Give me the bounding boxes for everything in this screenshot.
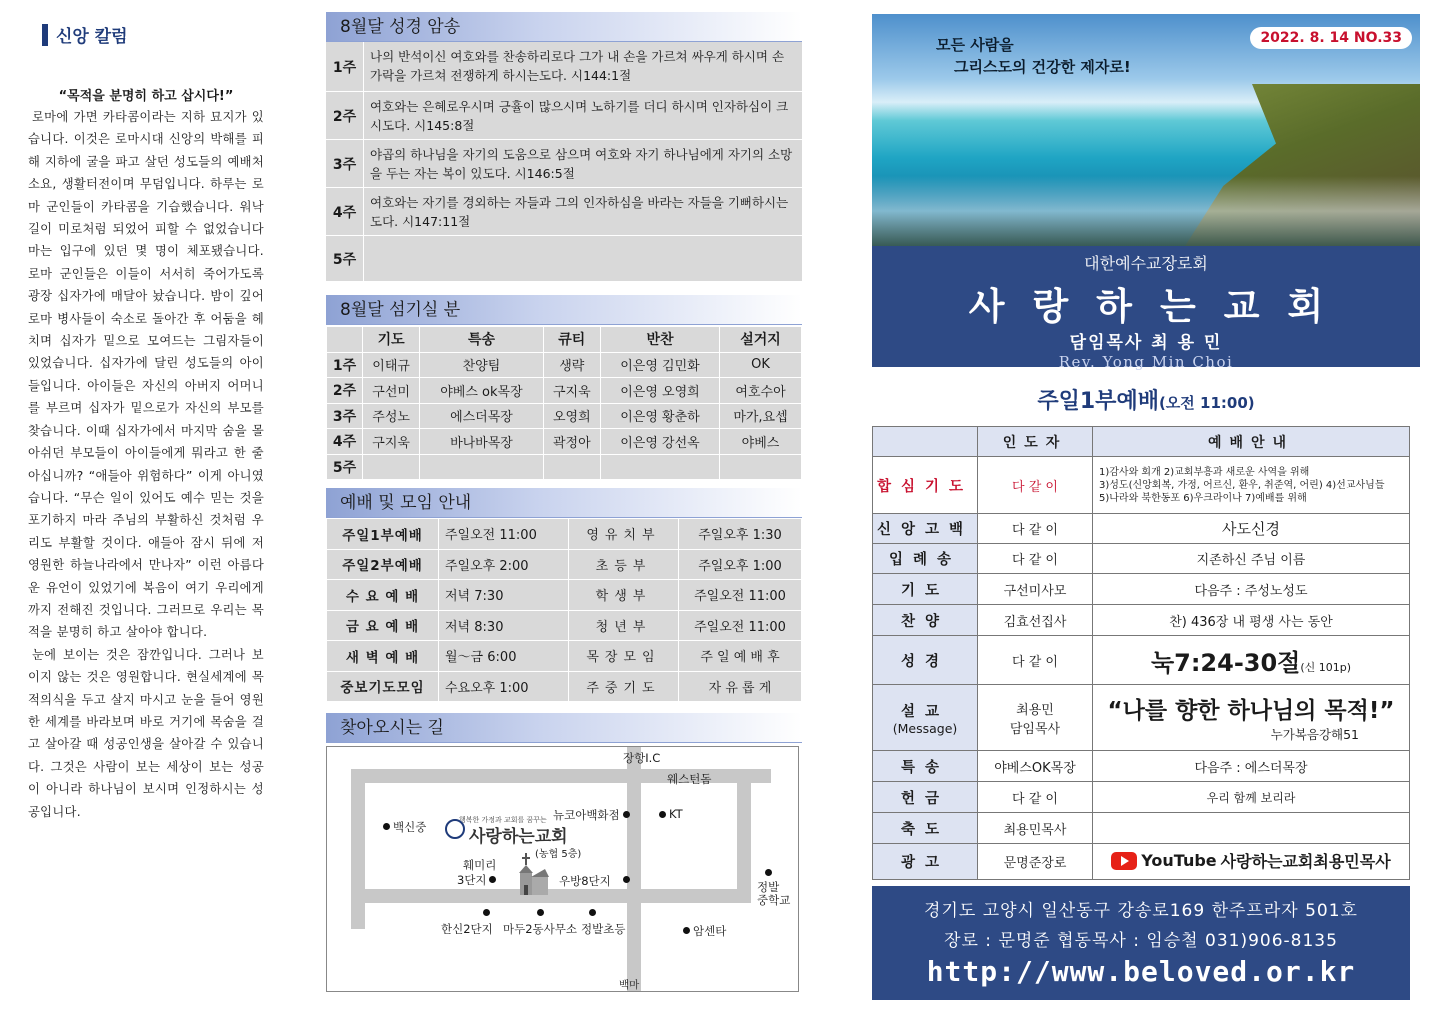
- column-body: [28, 106, 264, 823]
- verse-row: [326, 42, 802, 92]
- prayer-topics: 1)감사와 회개 2)교회부흥과 새로운 사역을 위해 3)성도(신앙회복, 가정, 어르신, 환우, 취준역, 어린) 4)선교사님들 5)나라와 북한동포 6)우크라이나 7)예배를 위해: [1099, 466, 1385, 504]
- servants-cell: 야베스 ok목장: [420, 378, 543, 404]
- map-dot: [623, 876, 630, 883]
- church-logo-icon: [445, 819, 465, 839]
- group-name: 목장모임: [569, 641, 679, 672]
- order-lead: 다 같 이: [978, 636, 1093, 685]
- map-dot: [483, 909, 490, 916]
- order-info: 눅7:24-30절(신 101p): [1093, 636, 1410, 685]
- servants-cell: 오영희: [543, 403, 600, 429]
- title-bar-icon: [42, 24, 48, 46]
- servants-cell: 이은영 강선옥: [600, 429, 719, 455]
- map-label-madu: 마두2동사무소: [503, 922, 577, 936]
- meeting-name: 중보기도모임: [327, 671, 439, 702]
- map-label-jeongbal-elem: 정발초등: [581, 922, 626, 936]
- order-item: 축도: [873, 813, 978, 844]
- verse-text: 야곱의 하나님을 자기의 도움으로 삼으며 여호와 자기 하나님에게 자기의 소망을 두는 자는 복이 있도다. 시146:5절: [370, 147, 793, 181]
- map-label-jeongbal-middle: 정발 중학교: [757, 880, 791, 907]
- order-row: [873, 605, 1410, 636]
- servants-row: [327, 429, 802, 455]
- verse-text: 여호와는 은혜로우시며 긍휼이 많으시며 노하기를 더디 하시며 인자하심이 크시도다. 시145:8절: [370, 99, 789, 133]
- order-info: 다음주 : 주성노성도: [1093, 574, 1410, 605]
- faith-column: [28, 22, 264, 823]
- order-row: [873, 574, 1410, 605]
- order-lead: 다 같 이: [978, 782, 1093, 813]
- location-map: [326, 746, 799, 992]
- map-label-church: 사랑하는교회: [469, 827, 568, 847]
- meeting-name: 수 요 예 배: [327, 580, 439, 611]
- servants-week: 5주: [327, 454, 363, 480]
- verse-text: 여호와는 자기를 경외하는 자들과 그의 인자하심을 바라는 자들을 기뻐하시는도다. 시147:11절: [370, 195, 789, 229]
- column-title: 신앙 칼럼: [42, 22, 264, 47]
- order-row: [873, 813, 1410, 844]
- order-item: 합심기도: [873, 457, 978, 514]
- servants-header: 반찬: [600, 327, 719, 353]
- column-headline: “목적을 분명히 하고 삽시다!”: [58, 89, 234, 104]
- servants-cell: 구선미: [363, 378, 420, 404]
- group-time: 자 유 롭 게: [679, 671, 802, 702]
- meeting-time: 주일오전 11:00: [439, 519, 569, 550]
- column-paragraph-2: 눈에 보이는 것은 잠깐입니다. 그러나 보이지 않는 것은 영원합니다. 현실세계에 목적의식을 두고 살지 마시고 눈을 들어 영원한 세계를 바라보며 바로 거기에 목숨을 걸고 살아갈 때 성공인생을 살아갈 수 있습니다. 그것은 사람이 보는 세상이 보는 성공이 아니라 하나님이 보시며 인정하시는 성공입니다.: [28, 647, 264, 819]
- verse-week: 1주: [326, 42, 364, 91]
- meeting-name: 주일1부예배: [327, 519, 439, 550]
- group-time: 주 일 예 배 후: [679, 641, 802, 672]
- map-section-title: 찾아오시는 길: [326, 713, 802, 743]
- map-label-danji3: 3단지: [457, 873, 487, 887]
- servants-week: 4주: [327, 429, 363, 455]
- church-building-icon: [511, 853, 551, 897]
- servants-cell: 찬양팀: [420, 352, 543, 378]
- servants-header: 큐티: [543, 327, 600, 353]
- servants-week: 1주: [327, 352, 363, 378]
- order-header-row: [873, 427, 1410, 457]
- servants-section-title: 8월달 섬기실 분: [326, 295, 802, 325]
- order-lead: 최용민목사: [978, 813, 1093, 844]
- map-label-church-tagline: 행복한 가정과 교회를 꿈꾸는: [459, 816, 547, 824]
- church-staff-phone: 장로 : 문명준 협동목사 : 임승철 031)906-8135: [944, 931, 1338, 951]
- map-label-woobang: 우방8단지: [559, 874, 611, 888]
- order-row: [873, 685, 1410, 751]
- servants-table: [326, 326, 802, 480]
- servants-cell: [720, 454, 802, 480]
- sermon-series: 누가복음강해51: [1270, 727, 1359, 742]
- servants-cell: [363, 454, 420, 480]
- order-info: [1093, 813, 1410, 844]
- servants-cell: 야베스: [720, 429, 802, 455]
- order-row: [873, 544, 1410, 574]
- verse-section-title: 8월달 성경 암송: [326, 12, 802, 42]
- order-item: 설교 (Message): [873, 685, 978, 751]
- order-of-worship: [872, 426, 1410, 880]
- servants-header: 설거지: [720, 327, 802, 353]
- servants-row: [327, 378, 802, 404]
- verse-week: 2주: [326, 92, 364, 139]
- servants-cell: 바나바목장: [420, 429, 543, 455]
- meeting-row: [327, 549, 802, 580]
- order-lead: 다 같 이: [978, 544, 1093, 574]
- meeting-row: [327, 671, 802, 702]
- order-info: 지존하신 주님 이름: [1093, 544, 1410, 574]
- servants-header: 기도: [363, 327, 420, 353]
- order-item: 특송: [873, 751, 978, 782]
- verse-table: [326, 42, 802, 281]
- map-dot: [383, 823, 390, 830]
- order-info: 사도신경: [1093, 514, 1410, 544]
- servants-cell: 이은영 황춘하: [600, 403, 719, 429]
- road: [351, 889, 751, 903]
- pastor-english-name: Rev. Yong Min Choi: [1058, 353, 1234, 371]
- church-banner: [872, 246, 1420, 371]
- order-info: [1093, 844, 1410, 880]
- servants-cell: 여호수아: [720, 378, 802, 404]
- youtube-channel-link[interactable]: YouTube 사랑하는교회최용민목사: [1111, 849, 1390, 872]
- order-lead: 다 같 이: [978, 514, 1093, 544]
- meeting-time: 저녁 7:30: [439, 580, 569, 611]
- servants-cell: 에스더목장: [420, 403, 543, 429]
- group-name: 청년부: [569, 610, 679, 641]
- denomination: 대한예수교장로회: [1084, 254, 1208, 273]
- group-time: 주일오후 1:00: [679, 549, 802, 580]
- map-label-western: 웨스턴돔: [667, 772, 712, 786]
- church-address: 경기도 고양시 일산동구 강송로169 한주프라자 501호: [924, 901, 1358, 921]
- church-website-link[interactable]: http://www.beloved.or.kr: [926, 955, 1356, 988]
- verse-row: [326, 236, 802, 281]
- meeting-time: 월～금 6:00: [439, 641, 569, 672]
- contact-footer: [872, 886, 1410, 1000]
- group-time: 주일오전 11:00: [679, 580, 802, 611]
- servants-cell: 구지욱: [363, 429, 420, 455]
- order-item: 헌금: [873, 782, 978, 813]
- map-dot: [683, 927, 690, 934]
- group-time: 주일오전 11:00: [679, 610, 802, 641]
- order-info: 우리 함께 보리라: [1093, 782, 1410, 813]
- column-paragraph-1: 로마에 가면 카타콤이라는 지하 묘지가 있습니다. 이것은 로마시대 신앙의 박해를 피해 지하에 굴을 파고 살던 성도들의 예배처소요, 생활터전이며 무덤입니다. 하루는 로마 군인들이 카타콤을 기습했습니다. 워낙 길이 미로처럼 되었어 피할 수 없었습니다마는 입구에 있던 몇 명이 체포됐습니다. 로마 군인들은 이들이 서서히 죽어가도록 광장 십자가에 매달아 놨습니다. 밤이 깊어 로마 병사들이 숙소로 돌아간 후 어둠을 헤치며 십자가 밑으로 모여드는 그림자들이 있었습니다. 십자가에 달린 성도들의 아이들입니다. 아이들은 자신의 아버지 어머니를 부르며 십자가 밑으로가 자신의 부모를 찾습니다. 이때 십자가에서 마지막 숨을 몰아쉬던 부모들이 아이들에게 뭐라고 한 줄 아십니까? “애들아 위험하다” 이게 아니였습니다. “무슨 일이 있어도 예수 믿는 것을 포기하지 마라 주님의 부활하신 것처럼 우리도 부활할 것이다. 애들아 잠시 뒤에 저 영원한 하늘나라에서 만나자” 이런 아름다운 유언이 있었기에 복음이 여기 우리에게까지 전해진 것입니다. 그러므로 우리는 목적을 분명히 하고 살아야 합니다.: [28, 110, 264, 640]
- order-item: 입례송: [873, 544, 978, 574]
- group-time: 주일오후 1:30: [679, 519, 802, 550]
- meeting-row: [327, 641, 802, 672]
- servants-row: [327, 403, 802, 429]
- road: [351, 769, 365, 889]
- order-header-lead: 인도자: [978, 427, 1093, 457]
- map-label-church-sub: (농협 5층): [535, 849, 582, 860]
- map-dot: [589, 909, 596, 916]
- shore-shape: [872, 176, 1420, 246]
- order-row: [873, 457, 1410, 514]
- order-item: 신앙고백: [873, 514, 978, 544]
- order-row: [873, 844, 1410, 880]
- order-row: [873, 514, 1410, 544]
- verse-week: 5주: [326, 236, 364, 281]
- service-title: 주일1부예배(오전 11:00): [1037, 389, 1255, 414]
- servants-cell: 이태규: [363, 352, 420, 378]
- servants-cell: 주성노: [363, 403, 420, 429]
- group-name: 영유치부: [569, 519, 679, 550]
- order-lead: 김효선집사: [978, 605, 1093, 636]
- map-dot: [659, 811, 666, 818]
- map-label-hwemiri: 훼미리: [463, 858, 497, 872]
- church-name: 사랑하는교회: [968, 285, 1352, 328]
- map-label-amcenter: 암센타: [693, 924, 727, 938]
- map-label-hansin: 한신2단지: [441, 922, 493, 936]
- servants-cell: 생략: [543, 352, 600, 378]
- map-dot: [537, 909, 544, 916]
- verse-row: [326, 140, 802, 188]
- order-info: [1093, 457, 1410, 514]
- meetings-section-title: 예배 및 모임 안내: [326, 488, 802, 518]
- senior-pastor: 담임목사 최 용 민: [1069, 333, 1223, 353]
- meeting-row: [327, 580, 802, 611]
- hero-image: [872, 14, 1420, 246]
- servants-cell: 마가,요셉: [720, 403, 802, 429]
- order-lead: 구선미사모: [978, 574, 1093, 605]
- verse-text: 나의 반석이신 여호와를 찬송하리로다 그가 내 손을 가르쳐 싸우게 하시며 손가락을 가르쳐 전쟁하게 하시는도다. 시144:1절: [370, 49, 785, 83]
- order-lead: 야베스OK목장: [978, 751, 1093, 782]
- servants-cell: 이은영 오영희: [600, 378, 719, 404]
- map-dot: [765, 869, 772, 876]
- verse-week: 3주: [326, 140, 364, 187]
- map-dot: [623, 811, 630, 818]
- order-item: 광고: [873, 844, 978, 880]
- servants-header-row: [327, 327, 802, 353]
- order-row: [873, 782, 1410, 813]
- servants-week: 2주: [327, 378, 363, 404]
- order-row: [873, 751, 1410, 782]
- servants-header: [327, 327, 363, 353]
- meeting-time: 저녁 8:30: [439, 610, 569, 641]
- map-label-kt: KT: [669, 807, 683, 821]
- issue-date-badge: 2022. 8. 14 NO.33: [1250, 27, 1412, 49]
- map-label-newcore: 뉴코아백화점: [553, 808, 620, 822]
- order-header-blank: [873, 427, 978, 457]
- servants-cell: 이은영 김민화: [600, 352, 719, 378]
- order-lead: 최용민 담임목사: [978, 685, 1093, 751]
- meeting-name: 새 벽 예 배: [327, 641, 439, 672]
- meetings-table: [326, 518, 802, 702]
- scripture-reference: 눅7:24-30절: [1150, 648, 1301, 677]
- servants-row: [327, 454, 802, 480]
- verse-row: [326, 188, 802, 236]
- meeting-name: 주일2부예배: [327, 549, 439, 580]
- servants-cell: 곽정아: [543, 429, 600, 455]
- map-dot: [489, 876, 496, 883]
- servants-cell: [420, 454, 543, 480]
- group-name: 초등부: [569, 549, 679, 580]
- order-header-info: 예배안내: [1093, 427, 1410, 457]
- order-info: 찬) 436장 내 평생 사는 동안: [1093, 605, 1410, 636]
- map-label-janghang: 장항I.C: [623, 751, 661, 765]
- meeting-name: 금 요 예 배: [327, 610, 439, 641]
- verse-text: [364, 236, 802, 281]
- servants-header: 특송: [420, 327, 543, 353]
- map-label-baeksin: 백신중: [393, 820, 427, 834]
- sermon-title: “나를 향한 하나님의 목적!”: [1107, 698, 1395, 724]
- meeting-time: 수요오후 1:00: [439, 671, 569, 702]
- order-info: [1093, 685, 1410, 751]
- order-info: 다음주 : 에스더목장: [1093, 751, 1410, 782]
- servants-row: [327, 352, 802, 378]
- map-label-baekma: 백마: [619, 979, 640, 991]
- verse-week: 4주: [326, 188, 364, 235]
- order-row: [873, 636, 1410, 685]
- order-lead: 문명준장로: [978, 844, 1093, 880]
- hero-slogan: 모든 사람을 그리스도의 건강한 제자로!: [936, 36, 1131, 76]
- servants-cell: [543, 454, 600, 480]
- servants-cell: OK: [720, 352, 802, 378]
- order-item: 성경: [873, 636, 978, 685]
- servants-week: 3주: [327, 403, 363, 429]
- meeting-row: [327, 610, 802, 641]
- order-item: 기도: [873, 574, 978, 605]
- servants-cell: [600, 454, 719, 480]
- servants-cell: 구지욱: [543, 378, 600, 404]
- order-item: 찬양: [873, 605, 978, 636]
- order-lead: 다 같 이: [978, 457, 1093, 514]
- road: [351, 889, 365, 929]
- road: [737, 769, 751, 903]
- meeting-row: [327, 519, 802, 550]
- group-name: 학생부: [569, 580, 679, 611]
- verse-row: [326, 92, 802, 140]
- youtube-play-icon: [1111, 852, 1137, 870]
- meeting-time: 주일오후 2:00: [439, 549, 569, 580]
- group-name: 주중기도: [569, 671, 679, 702]
- road: [627, 747, 641, 992]
